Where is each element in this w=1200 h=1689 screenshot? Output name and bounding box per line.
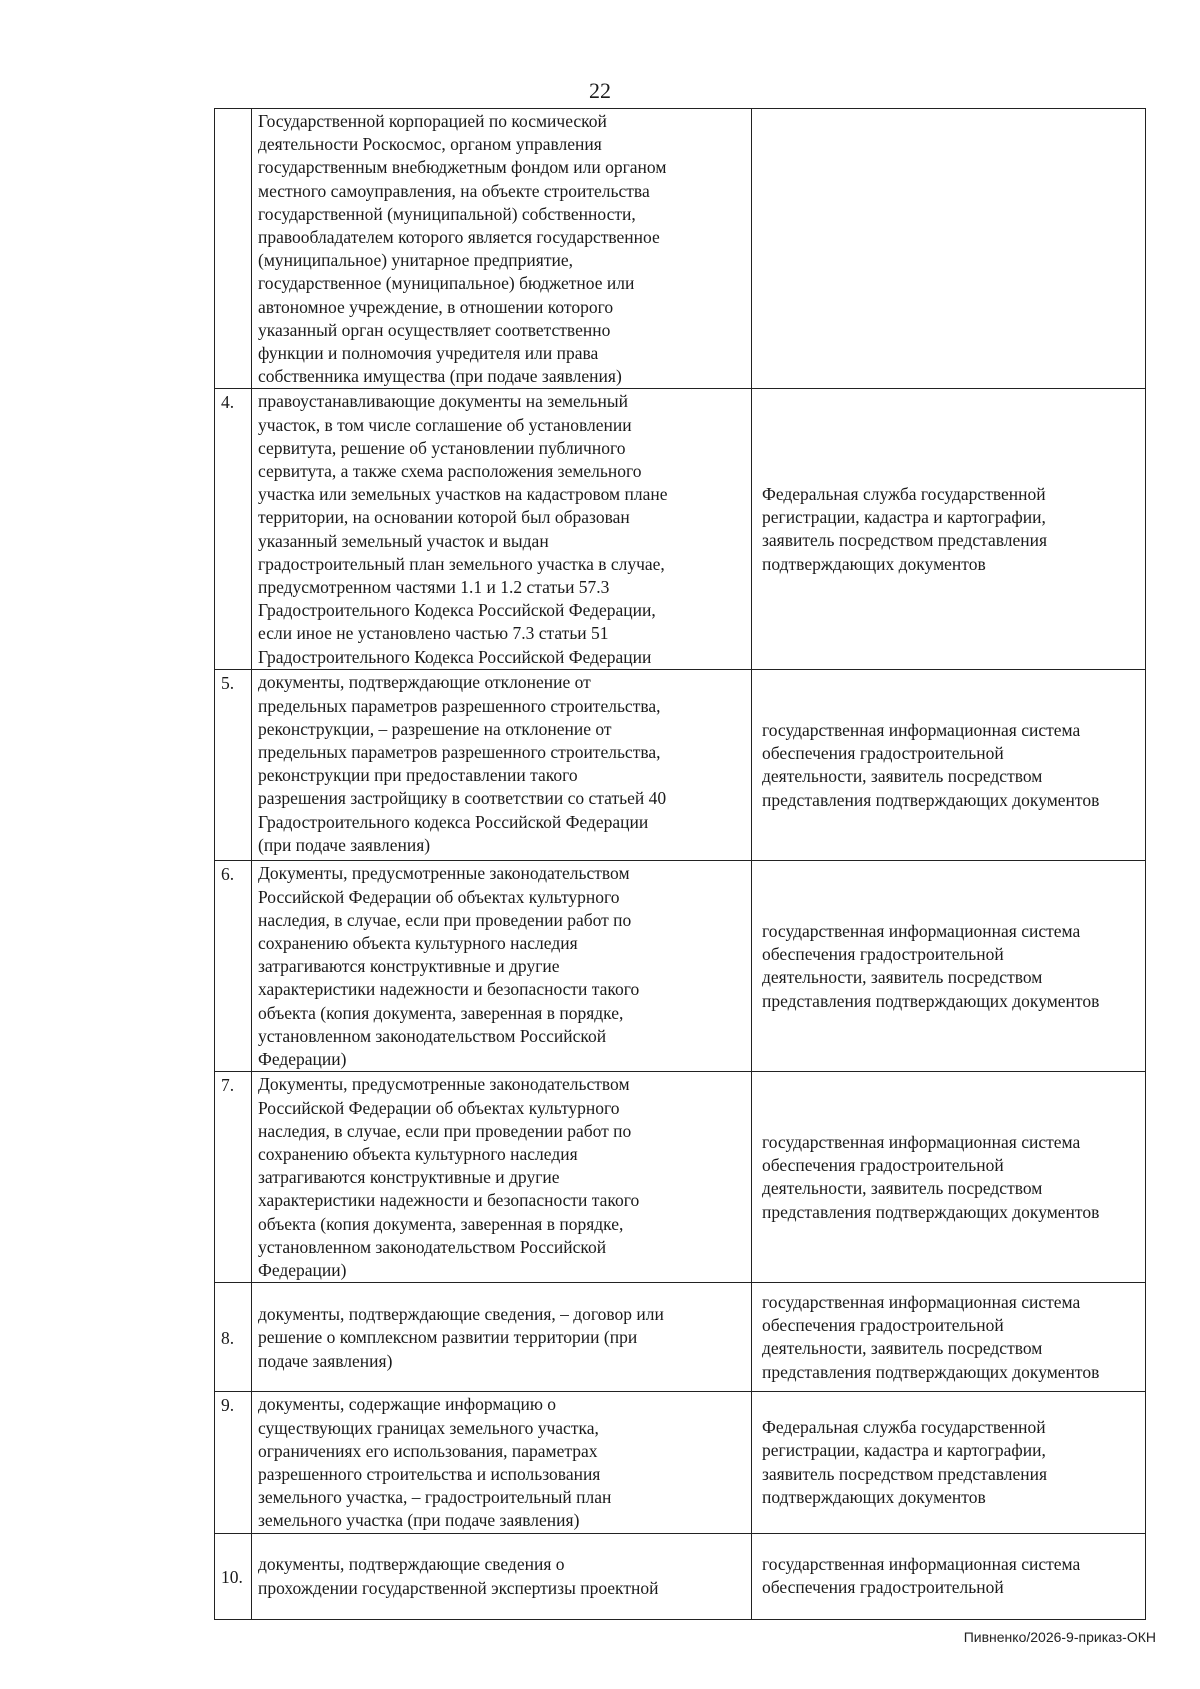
row-number: 8.	[215, 1283, 252, 1392]
document-source: государственная информационная система обеспечения градостроительной деятельности, заявитель посредством представления подтверждающих документов	[752, 861, 1146, 1072]
row-number: 10.	[215, 1533, 252, 1619]
document-description: документы, подтверждающие сведения о прохождении государственной экспертизы проектной	[252, 1533, 752, 1619]
table-row	[215, 670, 1146, 861]
document-description: документы, подтверждающие сведения, – договор или решение о комплексном развитии территории (при подаче заявления)	[252, 1283, 752, 1392]
document-description: Документы, предусмотренные законодательством Российской Федерации об объектах культурного наследия, в случае, если при проведении работ по сохранению объекта культурного наследия затрагиваются конструктивные и другие характеристики надежности и безопасности такого объекта (копия документа, заверенная в порядке, установленном законодательством Российской Федерации)	[252, 861, 752, 1072]
document-description: Документы, предусмотренные законодательством Российской Федерации об объектах культурного наследия, в случае, если при проведении работ по сохранению объекта культурного наследия затрагиваются конструктивные и другие характеристики надежности и безопасности такого объекта (копия документа, заверенная в порядке, установленном законодательством Российской Федерации)	[252, 1072, 752, 1283]
document-source: государственная информационная система обеспечения градостроительной деятельности, заявитель посредством представления подтверждающих документов	[752, 1283, 1146, 1392]
document-description: Государственной корпорацией по космической деятельности Роскосмос, органом управления государственным внебюджетным фондом или органом местного самоуправления, на объекте строительства государственной (муниципальной) собственности, правообладателем которого является государственное (муниципальное) унитарное предприятие, государственное (муниципальное) бюджетное или автономное учреждение, в отношении которого указанный орган осуществляет соответственно функции и полномочия учредителя или права собственника имущества (при подаче заявления)	[252, 109, 752, 389]
table-row	[215, 389, 1146, 670]
row-number: 5.	[215, 670, 252, 861]
document-source: государственная информационная система обеспечения градостроительной деятельности, заявитель посредством представления подтверждающих документов	[752, 1072, 1146, 1283]
document-description: документы, содержащие информацию о существующих границах земельного участка, ограничениях его использования, параметрах разрешенного строительства и использования земельного участка, – градостроительный план земельного участка (при подаче заявления)	[252, 1392, 752, 1533]
document-source: государственная информационная система обеспечения градостроительной деятельности, заявитель посредством представления подтверждающих документов	[752, 670, 1146, 861]
table-row	[215, 109, 1146, 389]
table-row	[215, 1392, 1146, 1533]
document-source: Федеральная служба государственной регистрации, кадастра и картографии, заявитель посредством представления подтверждающих документов	[752, 389, 1146, 670]
row-number: 4.	[215, 389, 252, 670]
row-number: 7.	[215, 1072, 252, 1283]
table-row	[215, 861, 1146, 1072]
document-source: Федеральная служба государственной регистрации, кадастра и картографии, заявитель посредством представления подтверждающих документов	[752, 1392, 1146, 1533]
row-number: 9.	[215, 1392, 252, 1533]
document-description: документы, подтверждающие отклонение от предельных параметров разрешенного строительства, реконструкции, – разрешение на отклонение от предельных параметров разрешенного строительства, реконструкции при предоставлении такого разрешения застройщику в соответствии со статьей 40 Градостроительного кодекса Российской Федерации (при подаче заявления)	[252, 670, 752, 861]
document-source: государственная информационная система обеспечения градостроительной	[752, 1533, 1146, 1619]
documents-table	[214, 108, 1146, 1620]
table-row	[215, 1283, 1146, 1392]
table-row	[215, 1072, 1146, 1283]
document-reference-footer: Пивненко/2026-9-приказ-ОКН	[963, 1629, 1156, 1645]
row-number	[215, 109, 252, 389]
table-row	[215, 1533, 1146, 1619]
document-description: правоустанавливающие документы на земельный участок, в том числе соглашение об установлении сервитута, решение об установлении публичного сервитута, а также схема расположения земельного участка или земельных участков на кадастровом плане территории, на основании которой был образован указанный земельный участок и выдан градостроительный план земельного участка в случае, предусмотренном частями 1.1 и 1.2 статьи 57.3 Градостроительного Кодекса Российской Федерации, если иное не установлено частью 7.3 статьи 51 Градостроительного Кодекса Российской Федерации	[252, 389, 752, 670]
row-number: 6.	[215, 861, 252, 1072]
page-number: 22	[589, 78, 611, 103]
document-source	[752, 109, 1146, 389]
